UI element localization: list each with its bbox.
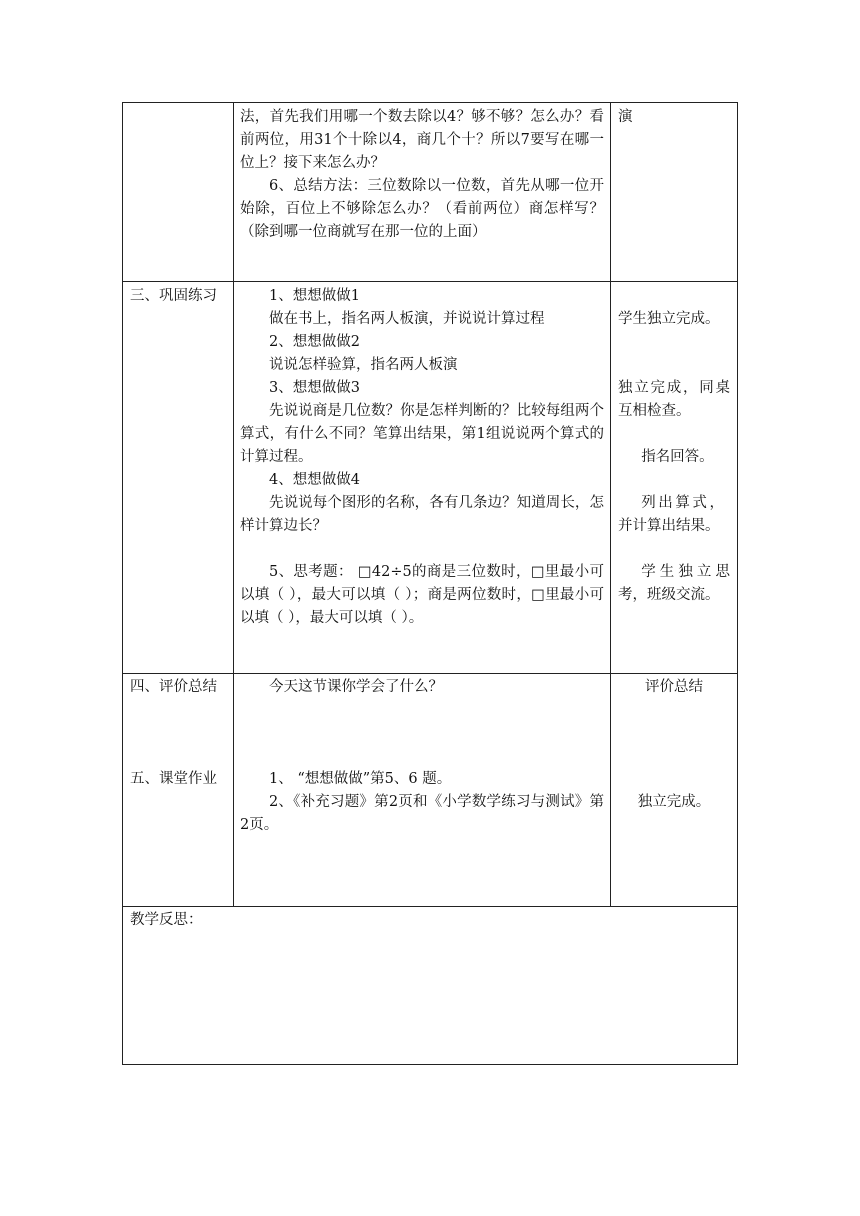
row2-stage (130, 285, 232, 308)
content-paragraph: 说说怎样验算，指名两人板演 (269, 357, 458, 373)
activity-text: 学生独立思考，班级交流。 (618, 564, 730, 603)
content-paragraph: 先说说商是几位数？你是怎样判断的？比较每组两个算式，有什么不同？笔算出结果，第1组说说两个算式的计算过程。 (240, 403, 604, 465)
content-paragraph: 2、想想做做2 (269, 334, 360, 350)
content-paragraph: 1、 “想想做做”第5、6 题。 (269, 771, 452, 787)
activity-text: 学生独立完成。 (618, 311, 720, 327)
content-paragraph: 6、总结方法：三位数除以一位数，首先从哪一位开始除，百位上不够除怎么办？（看前两位）商怎样写？（除到哪一位商就写在那一位的上面） (240, 178, 604, 240)
content-paragraph: 法，首先我们用哪一个数去除以4？够不够？怎么办？看前两位，用31个十除以4，商几个十？所以7要写在哪一位上？接下来怎么办？ (240, 109, 604, 171)
content-paragraph: 先说说每个图形的名称，各有几条边？知道周长，怎样计算边长？ (240, 495, 604, 534)
row2-content (240, 285, 604, 630)
content-paragraph: 2、《补充习题》第2页和《小学数学练习与测试》第2页。 (240, 794, 604, 833)
content-paragraph: 做在书上，指名两人板演，并说说计算过程 (269, 311, 545, 327)
table-border-right (737, 102, 738, 1065)
table-border-top (122, 102, 738, 103)
stage-label: 三、巩固练习 (130, 288, 217, 304)
stage-label: 五、课堂作业 (130, 771, 217, 787)
content-paragraph: 4、想想做做4 (269, 472, 360, 488)
row4-reflection (130, 909, 730, 932)
activity-text: 评价总结 (645, 679, 703, 695)
row3-stage (130, 676, 232, 791)
content-paragraph: 3、想想做做3 (269, 380, 360, 396)
row-divider (122, 281, 738, 282)
activity-text: 独立完成，同桌互相检查。 (618, 380, 730, 419)
row1-activity (618, 106, 730, 129)
row-divider (122, 673, 738, 674)
column-divider (233, 102, 234, 907)
activity-text: 列出算式，并计算出结果。 (618, 495, 724, 534)
content-paragraph: 5、思考题： □42÷5的商是三位数时，□里最小可以填（ ），最大可以填（ ）；商是两位数时，□里最小可以填（ ），最大可以填（ ）。 (240, 564, 604, 626)
reflection-label: 教学反思： (130, 912, 203, 928)
row-divider (122, 906, 738, 907)
table-border-bottom (122, 1064, 738, 1065)
content-paragraph: 今天这节课你学会了什么？ (269, 679, 443, 695)
activity-text: 演 (618, 109, 633, 125)
activity-text: 指名回答。 (641, 449, 714, 465)
row3-activity (618, 676, 730, 814)
stage-label: 四、评价总结 (130, 679, 217, 695)
row2-activity (618, 285, 730, 607)
table-border-left (122, 102, 123, 1065)
column-divider (610, 102, 611, 907)
row1-content (240, 106, 604, 244)
content-paragraph: 1、想想做做1 (269, 288, 360, 304)
activity-text: 独立完成。 (637, 794, 711, 810)
lesson-plan-table (122, 102, 738, 1065)
row3-content (240, 676, 604, 837)
